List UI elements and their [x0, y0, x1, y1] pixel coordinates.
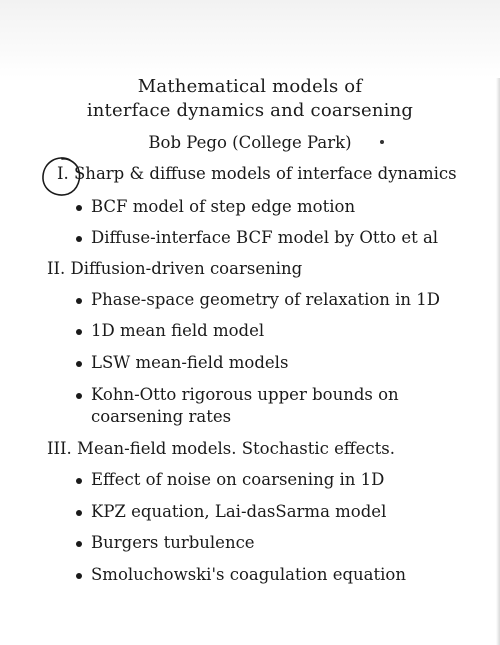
list-item-text: Smoluchowski's coagulation equation [91, 565, 406, 584]
list-item-text: Effect of noise on coarsening in 1D [91, 470, 385, 489]
bullet-icon [76, 205, 82, 211]
scan-right-edge [496, 78, 500, 645]
list-item-text-continuation: coarsening rates [91, 407, 232, 426]
list-item-text: 1D mean field model [91, 321, 265, 340]
list-item-text: Kohn-Otto rigorous upper bounds on [91, 385, 399, 404]
section-heading-2: II. Diffusion-driven coarsening [47, 259, 303, 278]
document-title-line-2: interface dynamics and coarsening [86, 100, 414, 121]
stray-mark-dot [380, 140, 384, 144]
document-title-line-1: Mathematical models of [137, 76, 363, 97]
bullet-icon [76, 236, 82, 242]
bullet-icon [76, 478, 82, 484]
section-heading-1: I. Sharp & diffuse models of interface dynamics [57, 164, 457, 183]
list-item-text: Burgers turbulence [91, 533, 255, 552]
bullet-icon [76, 573, 82, 579]
bullet-icon [76, 329, 82, 335]
bullet-icon [76, 361, 82, 367]
bullet-icon [76, 298, 82, 304]
section-heading-3: III. Mean-field models. Stochastic effects. [47, 439, 396, 458]
list-item-text: KPZ equation, Lai-dasSarma model [91, 502, 387, 521]
bullet-icon [76, 510, 82, 516]
list-item-text: BCF model of step edge motion [91, 197, 356, 216]
bullet-icon [76, 541, 82, 547]
list-item-text: Diffuse-interface BCF model by Otto et al [91, 228, 439, 247]
bullet-icon [76, 393, 82, 399]
scan-top-shade [0, 0, 500, 78]
list-item-text: LSW mean-field models [91, 353, 289, 372]
document-author: Bob Pego (College Park) [148, 133, 352, 152]
list-item-text: Phase-space geometry of relaxation in 1D [91, 290, 441, 309]
